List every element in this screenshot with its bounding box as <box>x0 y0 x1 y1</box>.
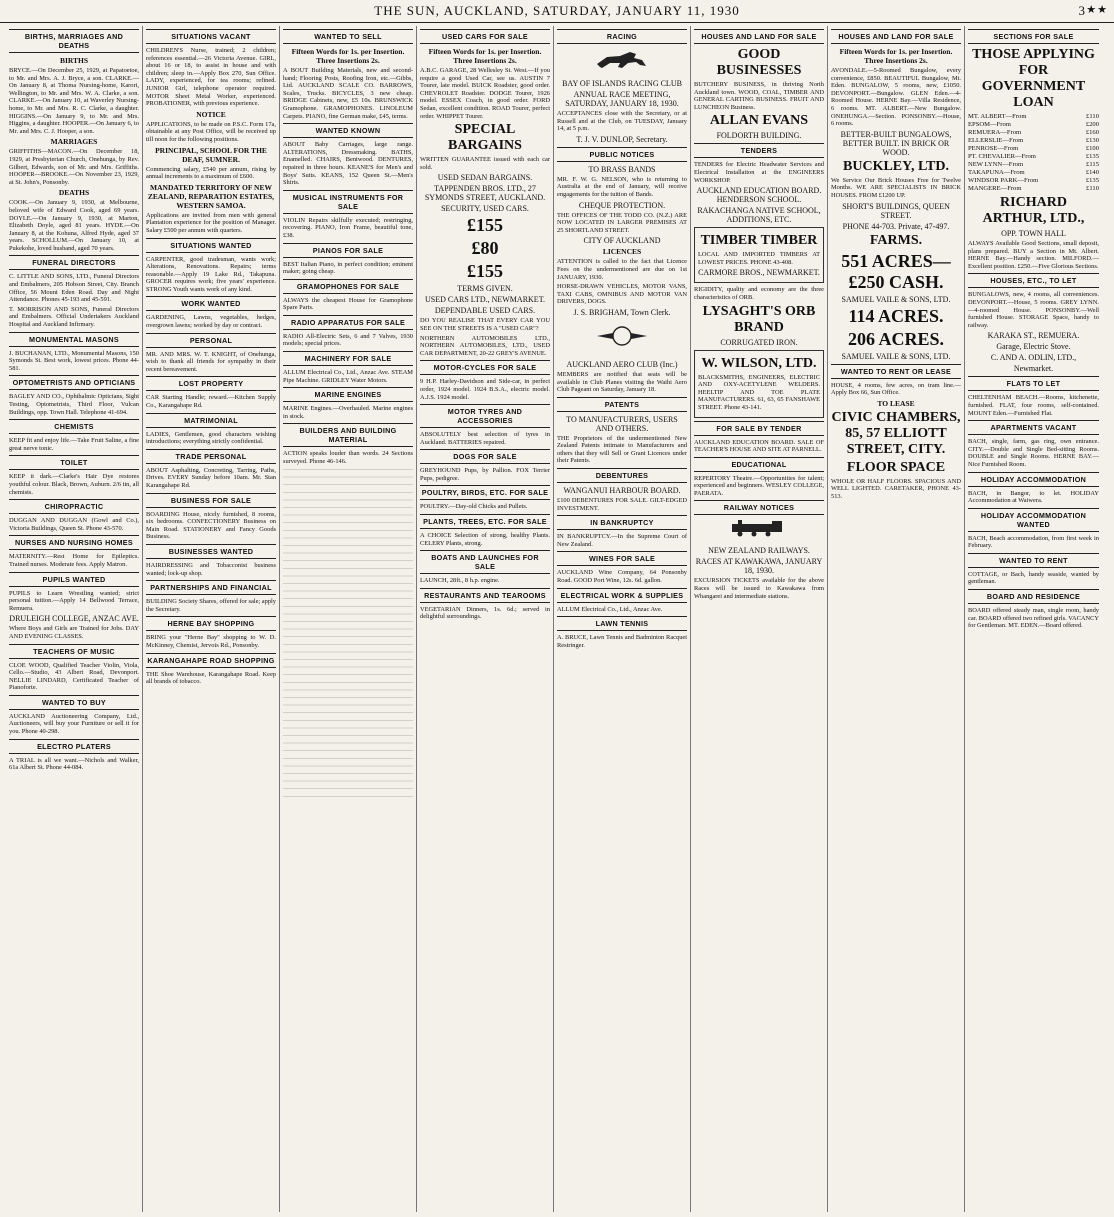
section-header: DOGS FOR SALE <box>420 449 550 464</box>
subheader: PRINCIPAL, SCHOOL FOR THE DEAF, SUMNER. <box>155 145 267 164</box>
section-header: TENDERS <box>694 143 824 158</box>
ad-text: AUCKLAND Wine Company, 64 Ponsonby Road. GOOD Port Wine, 12s. 6d. gallon. <box>557 569 687 585</box>
rate-note: Fifteen Words for 1s. per Insertion. Three Insertions 2s. <box>291 47 405 65</box>
price: £80 <box>471 238 499 259</box>
civic-chambers-title: CIVIC CHAMBERS, 85, 57 ELLIOTT STREET, CITY. <box>831 409 961 457</box>
ad-text: BUTCHERY BUSINESS, in thriving North Auckland town. WOOD, COAL, TIMBER AND GENERAL CARTING BUSINESS. FRUIT AND LUNCHEON Business. <box>694 81 824 111</box>
notice-title: TO BRASS BANDS <box>588 164 656 174</box>
loan-place: TAKAPUNA—From <box>968 169 1025 176</box>
column-4 <box>417 26 554 1212</box>
agent-name: ALLAN EVANS <box>709 113 809 129</box>
ad-heading: CARMORE BROS., NEWMARKET. <box>698 268 820 278</box>
loan-place: NEW LYNN—From <box>968 161 1024 168</box>
ad-text: A BOUT Building Materials, new and second-hand; Flooring Posts, Roofing Iron, etc.—Gibbs, Ltd. AUCKLAND SCALE CO. BARROWS, Scales, Trucks. BICYCLES, 3 new cheap. BRIDGE Cabinets, new, £5 10s. BRUNSWICK Gramophone. GRAMOPHONES. LINOLEUM Carpets. PIANO, fine German make, £45, terms. <box>283 67 413 120</box>
agent-name: SAMUEL VAILE & SONS, LTD. <box>841 294 951 304</box>
loan-list <box>968 113 1099 193</box>
section-header: WANTED TO RENT <box>968 553 1099 568</box>
price: £155 <box>467 261 503 282</box>
agent-name: SAMUEL VAILE & SONS, LTD. <box>841 351 951 361</box>
farm-acres: 206 ACRES. <box>847 328 945 349</box>
ad-text: We Service Our Brick Houses Free for Twelve Months. WE ARE SPECIALISTS IN BRICK HOUSES. FROM £1200 UP. <box>831 176 961 199</box>
section-header: MONUMENTAL MASONS <box>9 332 139 347</box>
loan-row <box>968 161 1099 169</box>
agent-address: OPP. TOWN HALL <box>1001 229 1066 238</box>
ad-text: MEMBERS are notified that seats will be available in Club Planes visiting the Waihi Aero Club Pageant on Saturday, January 18. <box>557 370 687 394</box>
loan-row <box>968 129 1099 137</box>
subheader: TO LEASE <box>877 398 915 408</box>
section-header: PERSONAL <box>146 333 276 348</box>
section-header: PATENTS <box>557 397 687 412</box>
section-header: RADIO APPARATUS FOR SALE <box>283 315 413 330</box>
ad-text: POULTRY.—Day-old Chicks and Pullets. <box>420 503 528 511</box>
ad-text: THE Shoe Warehouse, Karangahape Road. Keep all brands of tobacco. <box>146 670 276 686</box>
ad-text: 9 H.P. Harley-Davidson and Side-car, in perfect order, 1924 model. 1924 B.S.A., electric model. A.J.S. 1924 model. <box>420 378 550 401</box>
loan-place: EPSOM—From <box>968 121 1011 128</box>
section-header: PLANTS, TREES, ETC. FOR SALE <box>420 514 550 529</box>
section-header: HERNE BAY SHOPPING <box>146 616 276 631</box>
section-header: HOLIDAY ACCOMMODATION <box>968 472 1099 487</box>
subheader: DEATHS <box>58 188 90 198</box>
ad-heading: USED SEDAN BARGAINS. <box>437 173 533 183</box>
loan-row <box>968 137 1099 145</box>
ad-text: COTTAGE, or Bach, handy seaside, wanted by gentleman. <box>968 570 1099 586</box>
floor-space-title: FLOOR SPACE <box>846 459 946 475</box>
ad-text: CLOE WOOD, Qualified Teacher Violin, Viola, Cello.—Studio, 43 Albert Road, Devonport. NELLIE LINDARD, Certificated Teacher of Pianoforte. <box>9 661 139 692</box>
loan-price: £110 <box>1086 185 1099 192</box>
agent-address: FOLDORTH BUILDING. <box>716 131 802 141</box>
loan-place: ELLERSLIE—From <box>968 137 1024 144</box>
section-header: GRAMOPHONES FOR SALE <box>283 279 413 294</box>
section-header: BIRTHS, MARRIAGES AND DEATHS <box>9 29 139 53</box>
ad-text: BOARD offered steady man, single room, handy car. BOARD offered two refined girls. VACANCY for Gentleman. MT. EDEN.—Board offered. <box>968 607 1099 630</box>
section-header: APARTMENTS VACANT <box>968 420 1099 435</box>
section-header: WORK WANTED <box>146 296 276 311</box>
aero-club-emblem-icon <box>557 321 687 356</box>
ad-text: Where Boys and Girls are Trained for Jobs. DAY AND EVENING CLASSES. <box>9 625 139 640</box>
section-header: HOUSES, ETC., TO LET <box>968 273 1099 288</box>
loan-price: £110 <box>1086 113 1099 120</box>
ad-text: £100 DEBENTURES FOR SALE. GILT-EDGED INVESTMENT. <box>557 497 687 512</box>
ad-text: IN BANKRUPTCY.—In the Supreme Court of New Zealand. <box>557 533 687 548</box>
notice-title: AUCKLAND AERO CLUB (Inc.) <box>566 359 678 369</box>
loan-price: £140 <box>1085 169 1099 176</box>
ad-text: KEEP it dark.—Clarke's Hair Dye restores youthful colour. Black, Brown, Auburn. 2/6 tin, all chemists. <box>9 473 139 496</box>
column-1 <box>6 26 143 1212</box>
loan-price: £200 <box>1085 121 1099 128</box>
ad-text: A TRIAL is all we want.—Nichols and Walker, 61a Albert St. Phone 44-084. <box>9 756 139 772</box>
ad-text: BLACKSMITHS, ENGINEERS, ELECTRIC AND OXY-ACETYLENE WELDERS. HEELTIP AND TOE PLATE MANUFACTURERS. 61, 63, 65 FANSHAWE STREET. Phone 43-141. <box>698 373 820 411</box>
loan-row <box>968 169 1099 177</box>
masthead <box>0 0 1114 23</box>
section-header: IN BANKRUPTCY <box>557 515 687 530</box>
loan-price: £130 <box>1085 137 1099 144</box>
ad-text: MR. AND MRS. W. T. KNIGHT, of Onehunga, wish to thank all friends for sympathy in their recent bereavement. <box>146 350 276 373</box>
loan-price: £135 <box>1085 153 1099 160</box>
column-7 <box>828 26 965 1212</box>
section-header: POULTRY, BIRDS, ETC. FOR SALE <box>420 485 550 500</box>
ad-text: AUCKLAND EDUCATION BOARD. SALE OF TEACHER'S HOUSE AND SITE AT PARNELL. <box>694 438 824 454</box>
section-header: PARTNERSHIPS AND FINANCIAL <box>146 580 276 595</box>
agent-address: Newmarket. <box>1013 364 1054 374</box>
ad-text: ATTENTION is called to the fact that Licence Fees on the undermentioned are due on 1st JANUARY, 1930. <box>557 258 687 281</box>
ad-text: BAGLEY AND CO., Ophthalmic Opticians, Sight Testing, Optometrists, Third Floor, Vulcan Buildings, opp. Town Hall. Telephone 41-694. <box>9 393 139 416</box>
section-header: MUSICAL INSTRUMENTS FOR SALE <box>283 190 413 214</box>
loan-row <box>968 113 1099 121</box>
ad-text: ABOUT Baby Carriages, large range. ALTERATIONS, Dressmaking. BATHS, Enamelled. CHAIRS, Bentwood. DENTURES, repaired in three hours. KEANE'S for Men's and Boys' Suits. KEANS, 152 Queen St.—Men's Shirts. <box>283 141 413 187</box>
ad-heading: SHORT'S BUILDINGS, QUEEN STREET. <box>842 201 950 220</box>
ad-text: GREYHOUND Pups, by Pallion. FOX Terrier Pups, pedigree. <box>420 467 550 482</box>
meeting-title: ANNUAL RACE MEETING, SATURDAY, JANUARY 18, 1930. <box>565 90 679 108</box>
buckley-title: BUCKLEY, LTD. <box>843 158 949 174</box>
section-header: HOLIDAY ACCOMMODATION WANTED <box>968 508 1099 532</box>
ad-text: LAUNCH, 28ft., 8 h.p. engine. <box>420 577 500 585</box>
ad-text: ACTION speaks louder than words. 24 Sections surveyed. Phone 46-146. <box>283 450 413 466</box>
loan-price: £135 <box>1085 177 1099 184</box>
section-header: TEACHERS OF MUSIC <box>9 644 139 659</box>
section-header: PUBLIC NOTICES <box>557 147 687 162</box>
loan-place: WINDSOR PARK—From <box>968 177 1039 184</box>
ad-text: BUILDING Society Shares, offered for sale; apply the Secretary. <box>146 598 276 613</box>
loan-row <box>968 185 1099 193</box>
section-header: RACING <box>557 29 687 44</box>
ad-text: C. LITTLE AND SONS, LTD., Funeral Directors and Embalmers, 205 Hobson Street, City. Branch Office, 56 Mount Eden Road. Day and Night Attendance. Phones 45-193 and 45-591. <box>9 273 139 304</box>
notice-title: NEW ZEALAND RAILWAYS. <box>708 546 810 556</box>
section-header: MACHINERY FOR SALE <box>283 351 413 366</box>
section-header: FOR SALE BY TENDER <box>694 421 824 436</box>
loan-place: MANGERE—From <box>968 185 1022 192</box>
notice-title: CHEQUE PROTECTION. <box>578 200 666 210</box>
subheader: MARRIAGES <box>50 137 98 147</box>
section-header: CHEMISTS <box>9 419 139 434</box>
ad-text: A.B.C. GARAGE, 28 Wellesley St. West.—If you require a good Used Car, see us. AUSTIN 7 Tourer, late model. BUICK Roadster, good order. CHEVROLET Roadster. DODGE Tourer, 1926 model. ESSEX Coach, in good order. FORD Sedan, excellent condition. ROAD Tourer, perfect order. WHIPPET Tourer. <box>420 67 550 120</box>
ad-text: A. BRUCE, Lawn Tennis and Badminton Racquet Restringer. <box>557 634 687 649</box>
rate-note: Fifteen Words for 1s. per Insertion. Three Insertions 2s. <box>428 47 542 65</box>
timber-title: TIMBER TIMBER <box>700 233 818 249</box>
ad-heading: Garage, Electric Stove. <box>996 342 1071 352</box>
ad-text: T. MORRISON AND SONS, Funeral Directors and Embalmers. Official Undertakers Auckland Hospital and Auckland Infirmary. <box>9 305 139 329</box>
section-header: LOST PROPERTY <box>146 376 276 391</box>
section-header: NURSES AND NURSING HOMES <box>9 535 139 550</box>
good-businesses-title: GOOD BUSINESSES <box>716 47 802 78</box>
orb-brand: LYSAGHT'S ORB BRAND <box>702 303 816 335</box>
section-header: FUNERAL DIRECTORS <box>9 255 139 270</box>
agent-name: RICHARD ARTHUR, LTD., <box>982 195 1085 226</box>
ad-text: BRING your "Herne Bay" shopping to W. D. McKinney, Chemist, Jervois Rd., Ponsonby. <box>146 634 276 649</box>
section-header: FLATS TO LET <box>968 376 1099 391</box>
section-header: KARANGAHAPE ROAD SHOPPING <box>146 653 276 668</box>
ad-text: MATERNITY.—Rest Home for Epileptics. Trained nurses. Moderate fees. Apply Matron. <box>9 553 139 568</box>
ad-text: LADIES, Gentlemen, good characters wishing introductions; everything strictly confidential. <box>146 430 276 446</box>
notice-title: TO MANUFACTURERS, USERS AND OTHERS. <box>566 414 678 433</box>
section-header: HOUSES AND LAND FOR SALE <box>831 29 961 44</box>
section-header: MATRIMONIAL <box>146 413 276 428</box>
ad-text: A CHOICE Selection of strong, healthy Plants. CELERY Plants, strong. <box>420 532 550 547</box>
subheader: NOTICE <box>196 109 226 119</box>
farm-acres: 551 ACRES—£250 CASH. <box>841 250 951 292</box>
farm-acres: 114 ACRES. <box>848 305 944 326</box>
ad-text: ALWAYS the cheapest House for Gramophone Spare Parts. <box>283 296 413 312</box>
section-header: USED CARS FOR SALE <box>420 29 550 44</box>
ad-text: TENDERS for Electric Headwater Services and Electrical Installation at the ENGINEERS WORKSHOP. <box>694 161 824 184</box>
timber-ad <box>694 227 824 283</box>
ad-text: KEEP fit and enjoy life.—Take Fruit Saline, a fine great nerve tonic. <box>9 437 139 452</box>
ad-text: GRIFFITHS—MACON.—On December 18, 1929, at Presbyterian Church, Onehunga, by Rev. Gilbert, Edwards, son of Mr. and Mrs. Griffiths. HOOPER—BROOKE.—On November 23, 1929, at St. John's, Ponsonby. <box>9 148 139 186</box>
ad-text: DUGGAN AND DUGGAN (Gowl and Co.), Victoria Buildings, Queen St. Phone 43-570. <box>9 517 139 532</box>
ad-text: CAR Starting Handle; reward.—Kitchen Supply Co., Karangahape Rd. <box>146 394 276 410</box>
ad-text: J. BUCHANAN, LTD., Monumental Masons, 150 Symonds St. Best work, lowest prices. Phone 44-581. <box>9 349 139 372</box>
section-header: SECTIONS FOR SALE <box>968 29 1099 44</box>
ad-text: VIOLIN Repairs skilfully executed; restringing, recovering. PIANO, Iron Frame, beautiful tone, £38. <box>283 216 413 239</box>
horse-icon <box>557 48 687 75</box>
ad-text: THE Proprietors of the undermentioned New Zealand Patents intimate to Manufacturers and others that they will Sell or Grant Licences under their Patents. <box>557 434 687 465</box>
ad-text: Commencing salary, £540 per annum, rising by annual increments to a maximum of £600. <box>146 165 276 181</box>
ad-text: ABSOLUTELY best selection of tyres in Auckland. BATTERIES repaired. <box>420 431 550 446</box>
locomotive-icon <box>694 519 824 542</box>
section-header: CHIROPRACTIC <box>9 499 139 514</box>
section-header: WANTED KNOWN <box>283 123 413 138</box>
section-header: RAILWAY NOTICES <box>694 500 824 515</box>
ad-text: APPLICATIONS, to be made on P.S.C. Form 17a, obtainable at any Post Office, will be received up till noon for the following positions. <box>146 120 276 143</box>
section-header: RESTAURANTS AND TEAROOMS <box>420 588 550 603</box>
ad-text: WHOLE OR HALF FLOORS. SPACIOUS AND WELL LIGHTED. CARETAKER, PHONE 43-513. <box>831 477 961 500</box>
ad-text: REPERTORY Theatre.—Opportunities for talent; experienced and beginners. WESLEY COLLEGE, PAERATA. <box>694 474 824 497</box>
section-header: MARINE ENGINES <box>283 387 413 402</box>
section-header: BUSINESSES WANTED <box>146 544 276 559</box>
ad-text: NORTHERN AUTOMOBILES LTD., NORTHERN AUTOMOBILES, LTD., USED CAR DEPARTMENT, 20-22 GREY'S AVENUE. <box>420 334 550 357</box>
ad-text: WRITTEN GUARANTEE issued with each car sold. <box>420 156 550 171</box>
masthead-title: THE SUN, AUCKLAND, SATURDAY, JANUARY 11, 1930 <box>374 3 740 18</box>
signature: T. J. V. DUNLOP, Secretary. <box>576 134 668 144</box>
signature: J. S. BRIGHAM, Town Clerk. <box>573 307 671 317</box>
ad-text: COOK.—On January 9, 1930, at Melbourne, beloved wife of Edward Cook, aged 69 years. DOYLE.—On January 9, 1930, at Marton, Elizabeth Doyle, aged 81 years. HYDE.—On January 8, at the Kohuna, Alfred Hyde, aged 37 years. SCHOLLUM.—On January 10, at Pukekohe, loved husband, aged 70 years. <box>9 199 139 252</box>
loan-price: £160 <box>1085 129 1099 136</box>
ad-heading: SECURITY, USED CARS. <box>441 204 529 214</box>
section-header: LAWN TENNIS <box>557 616 687 631</box>
ad-text: BOARDING House, nicely furnished, 8 rooms, six bedrooms. CONFECTIONERY Business on Main Road. STATIONERY and Fancy Goods Business. <box>146 510 276 541</box>
ad-text: Applications are invited from men with general Plantation experience for the position of Manager. Salary £500 per annum with quarters. <box>146 211 276 234</box>
section-header: WINES FOR SALE <box>557 551 687 566</box>
wilson-title: W. WILSON, LTD. <box>701 355 817 371</box>
section-header: BOARD AND RESIDENCE <box>968 589 1099 604</box>
section-header: BOATS AND LAUNCHES FOR SALE <box>420 550 550 574</box>
ad-text: LOCAL AND IMPORTED TIMBERS AT LOWEST PRICES. PHONE 43-408. <box>698 251 820 266</box>
ad-text: EXCURSION TICKETS available for the above Races will be issued to Kawakawa from Whangarei and intermediate stations. <box>694 577 824 600</box>
ad-text: PUPILS to Learn Wrestling wanted; strict personal tuition.—Apply 14 Bellwood Terrace, Remuera. <box>9 589 139 612</box>
loan-place: REMUERA—From <box>968 129 1022 136</box>
loan-place: PT. CHEVALIER—From <box>968 153 1036 160</box>
ad-heading: BETTER-BUILT BUNGALOWS, BETTER BUILT. IN BRICK OR WOOD. <box>840 129 952 157</box>
ad-text: AVONDALE.—5-Roomed Bungalow, every convenience, £850. BEAUTIFUL Bungalow, Mt. Eden. BUNGALOW, 5 rooms, new, £1050. DEVONPORT.—Bungalow. GLEN Eden.—4-Roomed House. HERNE Bay.—Villa Residence, 6 rooms. MT. ALBERT.—New Bungalow. ONEHUNGA.—Section. PONSONBY.—House, 6 rooms. <box>831 67 961 128</box>
section-header: PUPILS WANTED <box>9 572 139 587</box>
ad-text: AUCKLAND Auctioneering Company, Ltd., Auctioneers, will buy your Furniture or sell it for you. Phone 40-298. <box>9 712 139 736</box>
section-header: TOILET <box>9 455 139 470</box>
ad-text: ALLUM Electrical Co., Ltd., Anzac Ave. <box>557 605 663 613</box>
column-3 <box>280 26 417 1212</box>
ad-text: BUNGALOWS, new, 4 rooms, all conveniences. DEVONPORT.—House, 5 rooms. GREY LYNN.—4-roomed House. PONSONBY.—Well furnished House. STORAGE Space, handy to railway. <box>968 291 1099 329</box>
loan-row <box>968 153 1099 161</box>
loan-title: THOSE APPLYING FOR GOVERNMENT LOAN <box>972 47 1095 110</box>
loan-place: PENROSE—From <box>968 145 1019 152</box>
section-header: WANTED TO SELL <box>283 29 413 44</box>
ad-heading: PHONE 44-703. Private, 47-497. <box>842 221 950 231</box>
section-header: ELECTRO PLATERS <box>9 739 139 754</box>
ad-heading: TAPPENDEN BROS. LTD., 27 SYMONDS STREET, AUCKLAND. <box>424 184 546 203</box>
price: £155 <box>467 215 503 236</box>
ad-text: MR. F. W. G. NELSON, who is returning to Australia at the end of January, will receive engagements for the tuition of Bands. <box>557 175 687 198</box>
edition-mark: ★★ <box>1086 4 1108 16</box>
ad-text: DO YOU REALISE THAT EVERY CAR YOU SEE ON THE STREETS IS A "USED CAR"? <box>420 317 550 332</box>
farms-title: FARMS. <box>869 232 923 248</box>
section-header: BUSINESS FOR SALE <box>146 493 276 508</box>
page-number: 3 <box>1078 3 1086 18</box>
ad-text: BACH, single, farm, gas ring, own entrance. CITY.—Double and Single Bed-sitting Rooms. DOUBLE and Single Rooms. HERNE BAY.—Nice Furnished Room. <box>968 438 1099 468</box>
notice-title: WANGANUI HARBOUR BOARD. <box>563 486 681 496</box>
section-header: DEBENTURES <box>557 468 687 483</box>
section-header: SITUATIONS VACANT <box>146 29 276 44</box>
ad-text: RADIO All-Electric Sets, 6 and 7 Valves, 1930 models; special prices. <box>283 332 413 348</box>
notice-title: RAKACHANGA NATIVE SCHOOL, ADDITIONS, ETC. <box>697 206 821 225</box>
notice-title: AUCKLAND EDUCATION BOARD. HENDERSON SCHOOL. <box>696 186 822 205</box>
ad-text: ACCEPTANCES close with the Secretary, or at Russell and at the Club, on TUESDAY, January 14, at 5 p.m. <box>557 110 687 133</box>
ad-text: MARINE Engines.—Overhauled. Marine engines in stock. <box>283 405 413 420</box>
ad-text: BRYCE.—On December 25, 1929, at Papatoetoe, to Mr. and Mrs. A. J. Bryce, a son. CLARKE.—On January 8, at Thoma Nursing-home, Karori, Wellington, to Mr. and Mrs. W. A. Clarke, a son. CLARKE.—On January 10, at Waverley Nursing-home, to Mr. and Mrs. R. C. Clarke, a daughter. HIGGINS.—On January 9, to Mr. and Mrs. Higgins, a daughter. HOOPER.—On January 6, to Mr. and Mrs. C. J. Hooper, a son. <box>9 67 139 135</box>
ad-text: THE OFFICES OF THE TODD CO. (N.Z.) ARE NOW LOCATED IN LARGER PREMISES AT 25 SHORTLAND STREET. <box>557 211 687 234</box>
column-2 <box>143 26 280 1212</box>
section-header: ELECTRICAL WORK & SUPPLIES <box>557 588 687 603</box>
agent-name: C. AND A. ODLIN, LTD., <box>990 353 1077 363</box>
special-bargains: SPECIAL BARGAINS <box>448 122 522 154</box>
section-header: BUILDERS AND BUILDING MATERIAL <box>283 423 413 447</box>
ad-text: CHILDREN'S Nurse, trained; 2 children; references essential.—26 Victoria Avenue. GIRL, about 16 or 18, to assist in house and with children; sleep in.—Apply Box 270, Sun Office. LADY, experienced, for tea rooms; refined. JUNIOR Girl, telephone operator required. MOTOR Sheet Metal Worker, experienced. PROBATIONER, with previous experience. <box>146 47 276 108</box>
section-header: WANTED TO BUY <box>9 695 139 710</box>
ad-text: BEST Italian Piano, in perfect condition; eminent maker; going cheap. <box>283 260 413 276</box>
ad-text: ABOUT Asphalting, Concreting, Tarring, Paths, Drives. EVERY Sunday before 10am. Mr. Stan Karangahape Rd. <box>146 466 276 489</box>
ad-text: HAIRDRESSING and Tobacconist business wanted; lock-up shop. <box>146 561 276 577</box>
columns <box>6 26 1108 1212</box>
column-8 <box>965 26 1102 1212</box>
notice-title: CITY OF AUCKLAND <box>583 236 661 246</box>
ad-text: CARPENTER, good tradesman, wants work; Alterations, Renovations. Repairs; terms reasonable.—Apply 19 Lake Rd., Takapuna. GROCER requires work; five years' experience. STRONG Youth wants work of any kind. <box>146 255 276 293</box>
column-5 <box>554 26 691 1212</box>
ad-heading: CORRUGATED IRON. <box>720 337 798 347</box>
loan-price: £115 <box>1086 161 1099 168</box>
ad-text: ALWAYS Available Good Sections, small deposit, plans prepared. BUY a Section in Mt. Albert. HERNE Bay.—Handy section. MILFORD.—Excellent position. £250.—Five Glorious Sections. <box>968 240 1099 270</box>
section-header: TRADE PERSONAL <box>146 449 276 464</box>
loan-row <box>968 177 1099 185</box>
section-header: WANTED TO RENT OR LEASE <box>831 364 961 379</box>
subheader: MANDATED TERRITORY OF NEW ZEALAND, REPARATION ESTATES, WESTERN SAMOA. <box>147 182 275 210</box>
ad-text: RIGIDITY, quality and economy are the three characteristics of ORB. <box>694 286 824 301</box>
ad-text: ALLUM Electrical Co., Ltd., Anzac Ave. STEAM Pipe Machine. GRIDLEY Water Motors. <box>283 369 413 384</box>
ad-text: BACH, Beach accommodation, from first week in February. <box>968 534 1099 550</box>
club-name: BAY OF ISLANDS RACING CLUB <box>562 79 682 88</box>
column-6 <box>691 26 828 1212</box>
loan-row <box>968 121 1099 129</box>
wilson-ad <box>694 350 824 418</box>
subheader: BIRTHS <box>59 56 89 65</box>
section-header: SITUATIONS WANTED <box>146 238 276 253</box>
rate-note: Fifteen Words for 1s. per Insertion. Three Insertions 2s. <box>839 47 953 65</box>
ad-text: HORSE-DRAWN VEHICLES, MOTOR VANS, TAXI CABS, OMNIBUS AND MOTOR VAN DRIVERS, DOGS. <box>557 283 687 306</box>
text-fill <box>283 469 413 799</box>
ad-heading: KARAKA ST., REMUERA. <box>987 331 1080 341</box>
ad-text: GARDENING, Lawns, vegetables, hedges, overgrown lawns; worked by day or contract. <box>146 314 276 330</box>
loan-row <box>968 145 1099 153</box>
ad-heading: DEPENDABLE USED CARS. <box>434 306 536 316</box>
section-header: OPTOMETRISTS AND OPTICIANS <box>9 375 139 390</box>
notice-title: RACES AT KAWAKAWA, JANUARY 18, 1930. <box>695 557 823 576</box>
section-header: MOTOR TYRES AND ACCESSORIES <box>420 404 550 428</box>
section-header: EDUCATIONAL <box>694 457 824 472</box>
ad-text: VEGETARIAN Dinners, 1s. 6d.; served in delightful surroundings. <box>420 605 550 621</box>
school-title: DRULEIGH COLLEGE, ANZAC AVE. <box>9 614 139 624</box>
loan-price: £100 <box>1085 145 1099 152</box>
ad-text: CHELTENHAM BEACH.—Rooms, kitchenette, furnished. FLAT, four rooms, self-contained. MOUNT Eden.—Furnished Flat. <box>968 394 1099 417</box>
ad-text: BACH, in Bangor, to let. HOLIDAY Accommodation at Waiwera. <box>968 489 1099 505</box>
section-header: HOUSES AND LAND FOR SALE <box>694 29 824 44</box>
loan-place: MT. ALBERT—From <box>968 113 1027 120</box>
section-header: MOTOR-CYCLES FOR SALE <box>420 360 550 375</box>
ad-text: HOUSE, 4 rooms, few acres, on tram line.—Apply Box 66, Sun Office. <box>831 381 961 397</box>
ad-heading: TERMS GIVEN. <box>457 284 513 294</box>
ad-heading: USED CARS LTD., NEWMARKET. <box>424 295 545 305</box>
section-header: PIANOS FOR SALE <box>283 243 413 258</box>
subheader: LICENCES <box>602 247 642 257</box>
